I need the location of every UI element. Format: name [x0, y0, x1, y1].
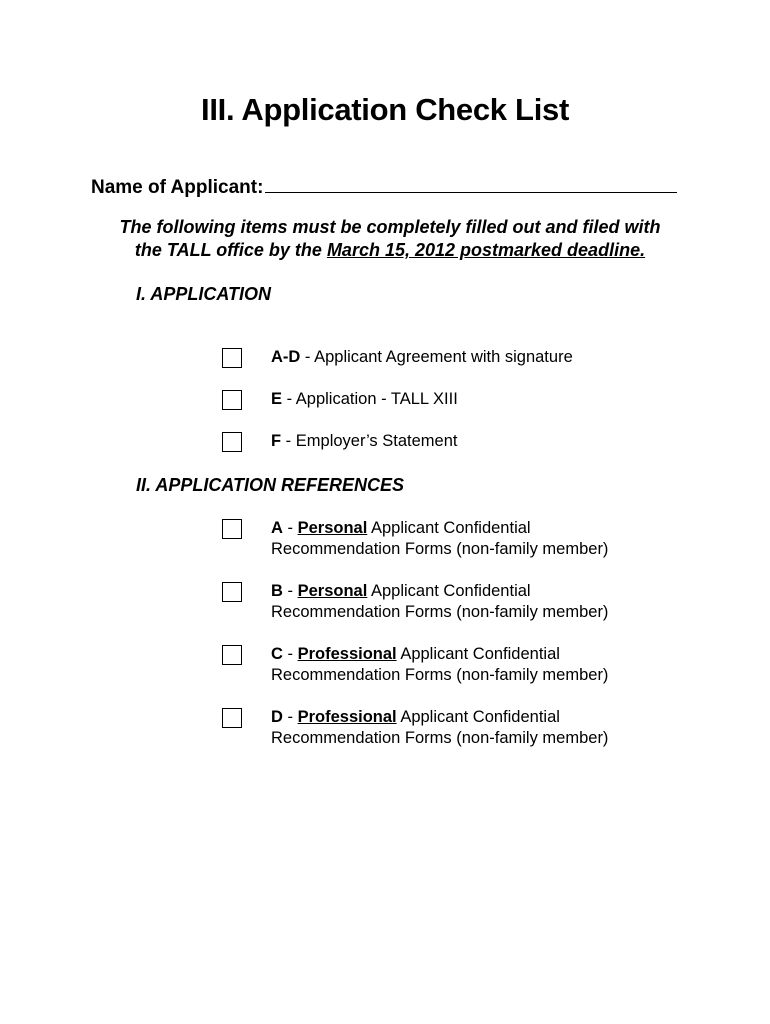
section-heading-application: I. APPLICATION — [136, 284, 271, 304]
instructions-line-2-prefix: the TALL office by the — [134, 240, 327, 260]
checklist-item-label — [271, 518, 691, 560]
checklist-item-label — [271, 581, 691, 623]
item-separator: - — [282, 582, 298, 600]
item-line-1 — [271, 518, 691, 539]
section-heading-application-references: II. APPLICATION REFERENCES — [136, 475, 405, 495]
checkbox-f[interactable] — [222, 432, 242, 452]
item-separator: - — [281, 432, 296, 450]
applicant-name-label: Name of Applicant: — [91, 177, 264, 198]
checkbox-b-personal[interactable] — [222, 582, 242, 602]
item-line-1 — [271, 581, 691, 602]
item-description: Applicant Confidential — [367, 582, 531, 600]
item-line-1 — [271, 644, 691, 665]
checklist-item-a-personal — [222, 518, 609, 558]
checkbox-e[interactable] — [222, 390, 242, 410]
checkbox-c-professional[interactable] — [222, 645, 242, 665]
checklist-item-b-personal — [222, 581, 609, 621]
applicant-name-row — [91, 174, 677, 199]
item-code: C — [271, 645, 283, 663]
checklist-item-e — [222, 389, 458, 410]
item-emphasis: Personal — [297, 519, 368, 537]
item-emphasis: Professional — [297, 708, 397, 726]
instructions — [90, 216, 690, 262]
instructions-line-1: The following items must be completely filled out and filed with — [119, 217, 661, 237]
item-description: Applicant Confidential — [396, 708, 560, 726]
item-emphasis: Personal — [297, 582, 368, 600]
checklist-item-label — [271, 431, 691, 452]
instructions-line-2 — [90, 239, 690, 262]
item-separator: - — [282, 645, 298, 663]
checklist-item-a-d — [222, 347, 573, 368]
checklist-item-label — [271, 644, 691, 686]
page-title: III. Application Check List — [201, 92, 569, 127]
item-code: B — [271, 582, 283, 600]
item-separator: - — [300, 348, 315, 366]
deadline-text: March 15, 2012 postmarked deadline. — [326, 240, 646, 260]
item-line-2: Recommendation Forms (non-family member) — [271, 729, 609, 747]
item-description: Applicant Confidential — [367, 519, 531, 537]
checkbox-a-personal[interactable] — [222, 519, 242, 539]
item-description: Applicant Confidential — [396, 645, 560, 663]
checkbox-d-professional[interactable] — [222, 708, 242, 728]
item-emphasis: Professional — [297, 645, 397, 663]
item-code: A-D — [271, 348, 301, 366]
item-description: Applicant Agreement with signature — [314, 348, 573, 366]
item-line-2: Recommendation Forms (non-family member) — [271, 540, 609, 558]
item-separator: - — [282, 708, 298, 726]
checklist-item-label — [271, 389, 691, 410]
checklist-item-f — [222, 431, 458, 452]
item-code: F — [271, 432, 282, 450]
item-separator: - — [282, 390, 296, 408]
checklist-item-c-professional — [222, 644, 609, 684]
item-code: D — [271, 708, 283, 726]
checklist-item-label — [271, 347, 691, 368]
item-description: Employer’s Statement — [295, 432, 458, 450]
item-description: Application - TALL XIII — [295, 390, 458, 408]
item-separator: - — [282, 519, 298, 537]
applicant-name-field[interactable] — [265, 174, 677, 193]
checklist-item-label — [271, 707, 691, 749]
item-line-1 — [271, 707, 691, 728]
item-code: E — [271, 390, 283, 408]
checklist-item-d-professional — [222, 707, 609, 747]
item-line-2: Recommendation Forms (non-family member) — [271, 603, 609, 621]
item-code: A — [271, 519, 283, 537]
checkbox-a-d[interactable] — [222, 348, 242, 368]
item-line-2: Recommendation Forms (non-family member) — [271, 666, 609, 684]
